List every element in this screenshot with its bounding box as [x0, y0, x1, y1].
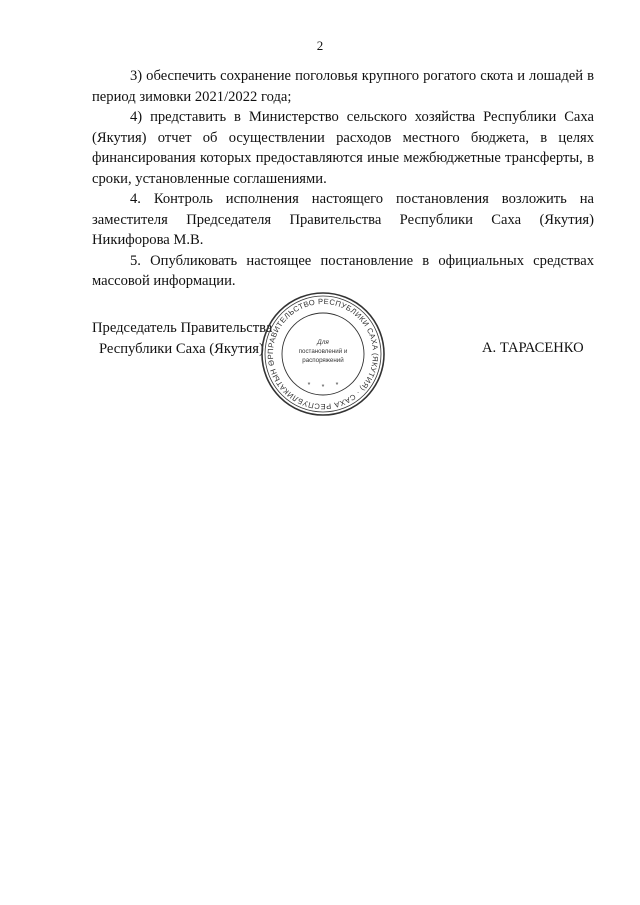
signatory-title-line2: Республики Саха (Якутия): [99, 340, 264, 357]
svg-text:постановлений и: постановлений и: [298, 348, 348, 355]
paragraph-publish: 5. Опубликовать настоящее постановление в официальных средствах массовой информации.: [92, 252, 594, 289]
svg-text:*: *: [321, 384, 325, 391]
paragraph-item-4: 4) представить в Министерство сельского хозяйства Республики Саха (Якутия) отчет об осуществлении расходов местного бюджета, в целях финансирования которых предоставляются иные межбюджетные трансферты, в сроки, установленные соглашениями.: [92, 109, 594, 187]
svg-text:*: *: [335, 382, 339, 389]
svg-text:*: *: [307, 382, 311, 389]
official-seal-stamp: [259, 290, 387, 418]
svg-text:распоряжений: распоряжений: [302, 357, 344, 364]
svg-text:Для: Для: [317, 339, 329, 346]
signatory-name: А. ТАРАСЕНКО: [482, 340, 584, 356]
page-number: 2: [316, 38, 324, 53]
document-body: [92, 66, 594, 292]
signatory-title: [92, 318, 272, 359]
paragraph-control: 4. Контроль исполнения настоящего постановления возложить на заместителя Председателя Правительства Республики Саха (Якутия) Никифорова М.В.: [92, 191, 594, 248]
svg-text:ПРАВИТЕЛЬСТВО РЕСПУБЛИКИ САХА: ПРАВИТЕЛЬСТВО РЕСПУБЛИКИ САХА (ЯКУТИЯ) · САХА РЕСПУБЛИКАТЫН ӨР: [265, 296, 381, 412]
signatory-title-line1: Председатель Правительства: [92, 320, 273, 336]
paragraph-item-3: 3) обеспечить сохранение поголовья крупного рогатого скота и лошадей в период зимовки 2021/2022 года;: [92, 68, 594, 105]
